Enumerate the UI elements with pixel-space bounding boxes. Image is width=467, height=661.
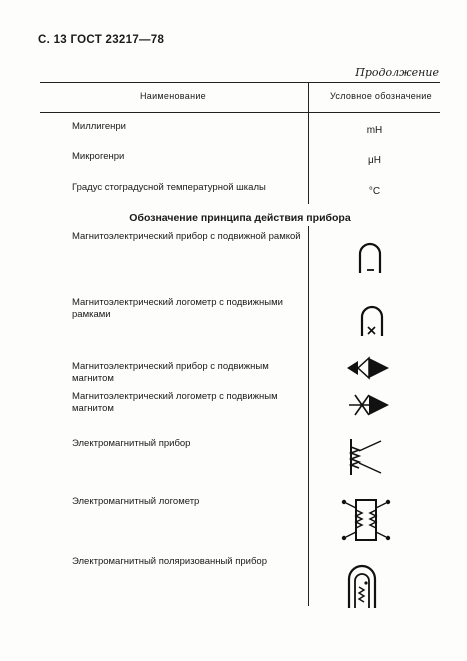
electromagnetic-ratiometer-icon (340, 496, 392, 544)
principle-row-name: Магнитоэлектрический прибор с подвижной рамкой (72, 231, 301, 242)
unit-row-name: Микрогенри (72, 151, 125, 162)
continuation-label: Продолжение (355, 66, 439, 79)
unit-row-symbol: mH (366, 125, 383, 136)
column-header-symbol: Условное обозначение (330, 91, 432, 101)
unit-row-name: Градус стоградусной температурной шкалы (72, 182, 266, 193)
principle-row-name: Электромагнитный поляризованный прибор (72, 556, 267, 567)
principle-row-name: Электромагнитный логометр (72, 496, 200, 507)
column-divider (308, 226, 309, 606)
moving-coil-ratiometer-icon (357, 303, 387, 337)
moving-magnet-instrument-icon (345, 356, 395, 380)
electromagnetic-instrument-icon (347, 437, 383, 477)
unit-row-name: Миллигенри (72, 121, 126, 132)
page-header: С. 13 ГОСТ 23217—78 (38, 34, 165, 46)
principle-row-name: Электромагнитный прибор (72, 438, 191, 449)
unit-row-symbol: °C (368, 186, 381, 197)
section-title: Обозначение принципа действия прибора (129, 212, 351, 224)
column-header-name: Наименование (140, 91, 206, 101)
principle-row-name: Магнитоэлектрический прибор с подвижным магнитом (72, 361, 269, 384)
table-header-rule (40, 112, 440, 113)
principle-row-name: Магнитоэлектрический логометр с подвижным магнитом (72, 391, 278, 414)
table-top-rule (40, 82, 440, 83)
moving-coil-instrument-icon (355, 240, 385, 274)
principle-row-name: Магнитоэлектрический логометр с подвижными рамками (72, 297, 283, 320)
polarized-electromagnetic-instrument-icon (346, 565, 378, 609)
moving-magnet-ratiometer-icon (345, 391, 395, 419)
unit-row-symbol: μH (368, 155, 381, 166)
